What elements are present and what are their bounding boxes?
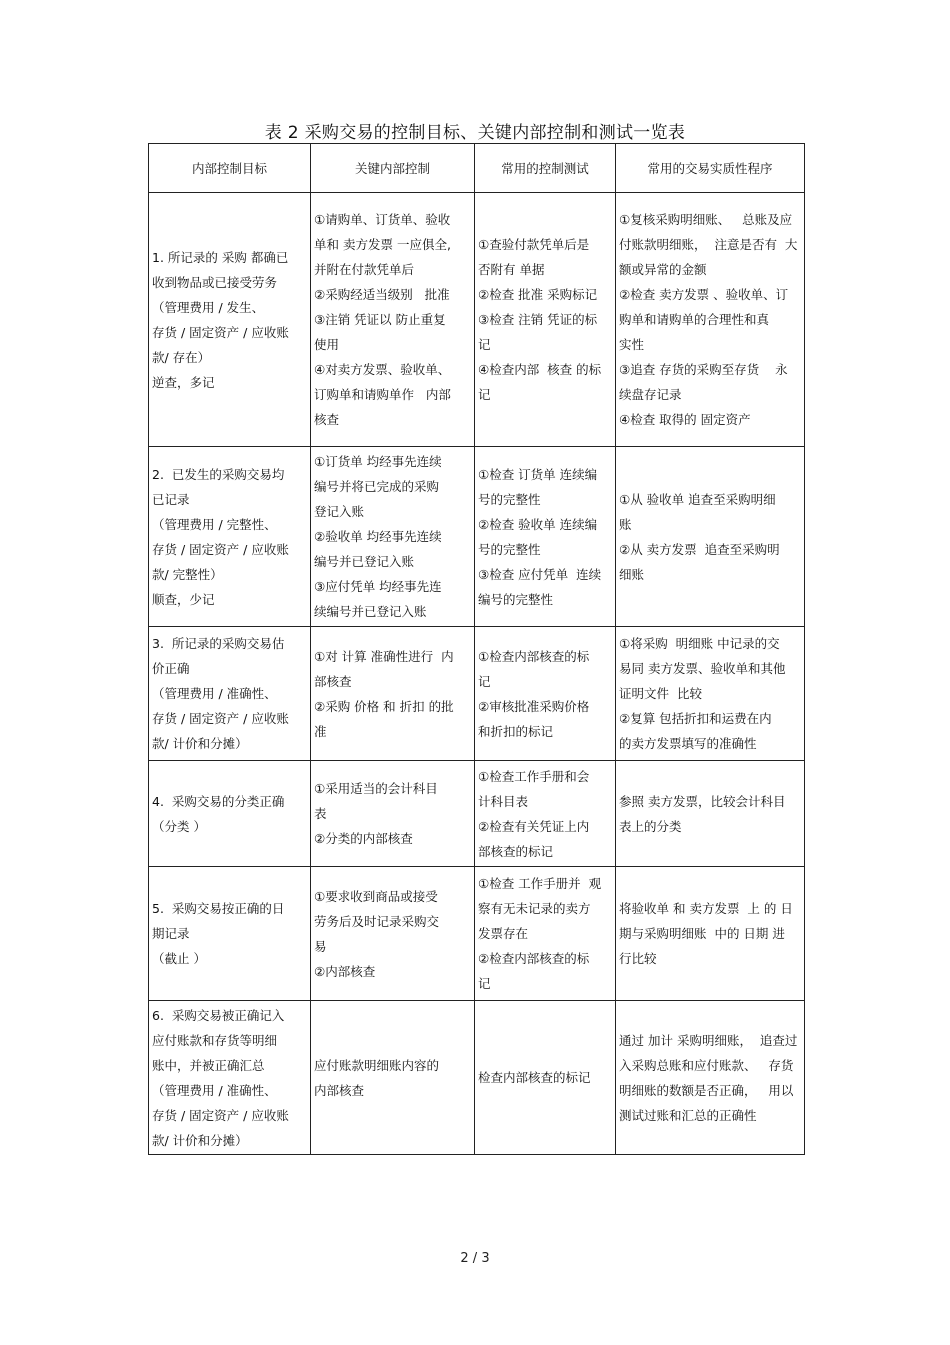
cell-text-line: 应付账款和存货等明细 xyxy=(152,1032,278,1048)
cell-text-line: ③注销 凭证以 防止重复 xyxy=(314,312,446,327)
cell-text-line: ①对 计算 准确性进行 内 xyxy=(314,648,454,664)
cell-text-line: 证明文件 比较 xyxy=(619,686,702,701)
cell-text-line: 续编号并已登记入账 xyxy=(314,604,427,619)
objective-cell xyxy=(149,867,311,1001)
cell-text-line: ②采购经适当级别 批准 xyxy=(314,287,450,302)
cell-text-line: ①将采购 明细账 中记录的交 xyxy=(619,636,780,651)
cell-text-line: ②从 卖方发票 追查至采购明 xyxy=(619,541,780,557)
cell-text-line: 编号并已登记入账 xyxy=(314,554,415,569)
cell-text-line: ②复算 包括折扣和运费在内 xyxy=(619,711,772,726)
cell-text-line: ①请购单、订货单、验收 xyxy=(314,212,451,227)
cell-text-line: 应付账款明细账内容的 xyxy=(314,1057,440,1073)
cell-text-line: 编号并将已完成的采购 xyxy=(314,479,440,494)
header-objective: 内部控制目标 xyxy=(149,144,311,193)
cell-text-line: 价正确 xyxy=(152,661,190,676)
substantive-procedure-cell xyxy=(616,867,805,1001)
cell-text-line: 表上的分类 xyxy=(619,818,682,834)
key-control-cell xyxy=(311,627,475,761)
cell-text-line: 6. 采购交易被正确记入 xyxy=(152,1007,285,1023)
control-test-cell xyxy=(475,761,616,867)
cell-text-line: ①查验付款凭单后是 xyxy=(478,237,590,252)
cell-text-line: 记 xyxy=(478,337,491,352)
cell-text-line: ②内部核查 xyxy=(314,963,376,979)
control-test-cell xyxy=(475,1001,616,1155)
cell-text-line: 款/ 存在） xyxy=(152,349,211,365)
cell-text-line: ③追查 存货的采购至存货 永 xyxy=(619,362,788,377)
cell-text-line: 使用 xyxy=(314,337,340,352)
table-header-row xyxy=(149,144,805,193)
cell-text-line: 的卖方发票填写的准确性 xyxy=(619,736,757,751)
cell-text-line: 计科目表 xyxy=(478,793,529,809)
cell-text-line: 购单和请购单的合理性和真 xyxy=(619,312,770,327)
cell-text-line: 续盘存记录 xyxy=(619,387,682,402)
cell-text-line: 顺查，少记 xyxy=(152,591,215,607)
cell-text-line: 期记录 xyxy=(152,926,190,941)
cell-text-line: ②检查 批准 采购标记 xyxy=(478,287,598,302)
cell-text-line: ①复核采购明细账、 总账及应 xyxy=(619,212,793,227)
header-substantive-procedure: 常用的交易实质性程序 xyxy=(616,144,805,193)
cell-text-line: ②检查内部核查的标 xyxy=(478,951,590,966)
cell-text-line: ③应付凭单 均经事先连 xyxy=(314,579,442,594)
cell-text-line: 款/ 计价和分摊） xyxy=(152,736,248,751)
cell-text-line: （管理费用 / 完整性、 xyxy=(152,516,277,532)
control-test-cell xyxy=(475,627,616,761)
cell-text-line: ②分类的内部核查 xyxy=(314,831,413,846)
cell-text-line: ①检查 订货单 连续编 xyxy=(478,466,598,482)
cell-text-line: 逆查，多记 xyxy=(152,374,215,390)
cell-text-line: （管理费用 / 准确性、 xyxy=(152,686,277,701)
cell-text-line: 明细账的数额是否正确， 用以 xyxy=(619,1082,794,1098)
cell-text-line: 实性 xyxy=(619,337,645,352)
cell-text-line: 存货 / 固定资产 / 应收账 xyxy=(152,1107,289,1123)
cell-text-line: 内部核查 xyxy=(314,1082,365,1098)
cell-text-line: 编号的完整性 xyxy=(478,591,554,607)
table-row xyxy=(149,193,805,447)
cell-text-line: ②检查有关凭证上内 xyxy=(478,818,590,834)
key-control-cell xyxy=(311,867,475,1001)
cell-text-line: ③检查 应付凭单 连续 xyxy=(478,566,602,582)
header-control-test: 常用的控制测试 xyxy=(475,144,616,193)
cell-text-line: 存货 / 固定资产 / 应收账 xyxy=(152,711,289,726)
cell-text-line: 测试过账和汇总的正确性 xyxy=(619,1107,757,1123)
cell-text-line: 参照 卖方发票，比较会计科目 xyxy=(619,793,786,809)
key-control-cell xyxy=(311,761,475,867)
table-row xyxy=(149,1001,805,1155)
cell-text-line: 并附在付款凭单后 xyxy=(314,262,415,277)
cell-text-line: 记 xyxy=(478,387,491,402)
objective-cell xyxy=(149,761,311,867)
cell-text-line: 登记入账 xyxy=(314,504,365,519)
control-test-cell xyxy=(475,447,616,627)
cell-text-line: 账 xyxy=(619,516,632,532)
cell-text-line: （分类 ） xyxy=(152,818,206,834)
table-row xyxy=(149,867,805,1001)
objective-cell xyxy=(149,627,311,761)
table-row xyxy=(149,761,805,867)
cell-text-line: ①订货单 均经事先连续 xyxy=(314,454,442,469)
cell-text-line: 订购单和请购单作 内部 xyxy=(314,387,451,402)
cell-text-line: ②检查 验收单 连续编 xyxy=(478,516,598,532)
cell-text-line: （管理费用 / 发生、 xyxy=(152,299,265,315)
objective-cell xyxy=(149,1001,311,1155)
cell-text-line: 付账款明细账， 注意是否有 大 xyxy=(619,237,798,252)
cell-text-line: 劳务后及时记录采购交 xyxy=(314,913,440,929)
key-control-cell xyxy=(311,193,475,447)
cell-text-line: 2. 已发生的采购交易均 xyxy=(152,466,285,482)
cell-text-line: 检查内部核查的标记 xyxy=(478,1070,591,1085)
table-row xyxy=(149,447,805,627)
cell-text-line: ①采用适当的会计科目 xyxy=(314,781,438,796)
cell-text-line: 部核查的标记 xyxy=(478,843,554,859)
cell-text-line: 账中，并被正确汇总 xyxy=(152,1057,265,1073)
cell-text-line: 和折扣的标记 xyxy=(478,723,554,739)
cell-text-line: 单和 卖方发票 一应俱全, xyxy=(314,237,451,252)
cell-text-line: 号的完整性 xyxy=(478,491,541,507)
substantive-procedure-cell xyxy=(616,627,805,761)
page-title: 表 2 采购交易的控制目标、关键内部控制和测试一览表 xyxy=(264,123,686,143)
cell-text-line: 通过 加计 采购明细账， 追查过 xyxy=(619,1032,798,1048)
cell-text-line: ④检查内部 核查 的标 xyxy=(478,362,602,377)
cell-text-line: 存货 / 固定资产 / 应收账 xyxy=(152,541,289,557)
cell-text-line: ①检查工作手册和会 xyxy=(478,768,590,784)
substantive-procedure-cell xyxy=(616,761,805,867)
cell-text-line: 5. 采购交易按正确的日 xyxy=(152,901,285,916)
substantive-procedure-cell xyxy=(616,193,805,447)
cell-text-line: ④对卖方发票、验收单、 xyxy=(314,362,451,377)
cell-text-line: 已记录 xyxy=(152,491,190,507)
cell-text-line: 将验收单 和 卖方发票 上 的 日 xyxy=(619,901,793,916)
cell-text-line: 4. 采购交易的分类正确 xyxy=(152,793,285,809)
control-objectives-table xyxy=(148,143,805,1155)
cell-text-line: 款/ 完整性） xyxy=(152,566,223,582)
table-row xyxy=(149,627,805,761)
cell-text-line: （管理费用 / 准确性、 xyxy=(152,1082,277,1098)
page-number: 2 / 3 xyxy=(460,1251,490,1266)
key-control-cell xyxy=(311,1001,475,1155)
control-test-cell xyxy=(475,867,616,1001)
cell-text-line: 1. 所记录的 采购 都确已 xyxy=(152,249,289,265)
cell-text-line: 准 xyxy=(314,723,327,739)
cell-text-line: 核查 xyxy=(314,412,340,427)
cell-text-line: 期与采购明细账 中的 日期 进 xyxy=(619,926,785,941)
cell-text-line: ②采购 价格 和 折扣 的批 xyxy=(314,698,454,714)
cell-text-line: 察有无未记录的卖方 xyxy=(478,901,591,916)
header-key-control: 关键内部控制 xyxy=(311,144,475,193)
cell-text-line: ①从 验收单 追查至采购明细 xyxy=(619,491,776,507)
cell-text-line: ①要求收到商品或接受 xyxy=(314,888,438,904)
cell-text-line: 细账 xyxy=(619,566,645,582)
objective-cell xyxy=(149,447,311,627)
cell-text-line: 表 xyxy=(314,806,327,821)
cell-text-line: 号的完整性 xyxy=(478,541,541,557)
cell-text-line: 额或异常的金额 xyxy=(619,262,707,277)
cell-text-line: 存货 / 固定资产 / 应收账 xyxy=(152,324,289,340)
substantive-procedure-cell xyxy=(616,447,805,627)
cell-text-line: 3. 所记录的采购交易估 xyxy=(152,636,285,651)
cell-text-line: 易 xyxy=(314,938,327,954)
substantive-procedure-cell xyxy=(616,1001,805,1155)
cell-text-line: 记 xyxy=(478,673,491,689)
cell-text-line: 易同 卖方发票、验收单和其他 xyxy=(619,661,786,676)
key-control-cell xyxy=(311,447,475,627)
objective-cell xyxy=(149,193,311,447)
cell-text-line: （截止 ） xyxy=(152,951,206,966)
cell-text-line: 行比较 xyxy=(619,951,657,966)
cell-text-line: ④检查 取得的 固定资产 xyxy=(619,412,751,427)
cell-text-line: 记 xyxy=(478,976,491,991)
cell-text-line: ①检查 工作手册并 观 xyxy=(478,876,602,891)
cell-text-line: ②审核批准采购价格 xyxy=(478,698,590,714)
cell-text-line: 入采购总账和应付账款、 存货 xyxy=(619,1057,794,1073)
cell-text-line: 否附有 单据 xyxy=(478,262,545,277)
cell-text-line: 款/ 计价和分摊） xyxy=(152,1132,248,1148)
cell-text-line: ②检查 卖方发票 、验收单、订 xyxy=(619,287,789,302)
cell-text-line: ③检查 注销 凭证的标 xyxy=(478,312,598,327)
control-test-cell xyxy=(475,193,616,447)
cell-text-line: 收到物品或已接受劳务 xyxy=(152,274,278,290)
cell-text-line: ②验收单 均经事先连续 xyxy=(314,529,442,544)
cell-text-line: 部核查 xyxy=(314,673,352,689)
cell-text-line: 发票存在 xyxy=(478,926,529,941)
cell-text-line: ①检查内部核查的标 xyxy=(478,648,590,664)
